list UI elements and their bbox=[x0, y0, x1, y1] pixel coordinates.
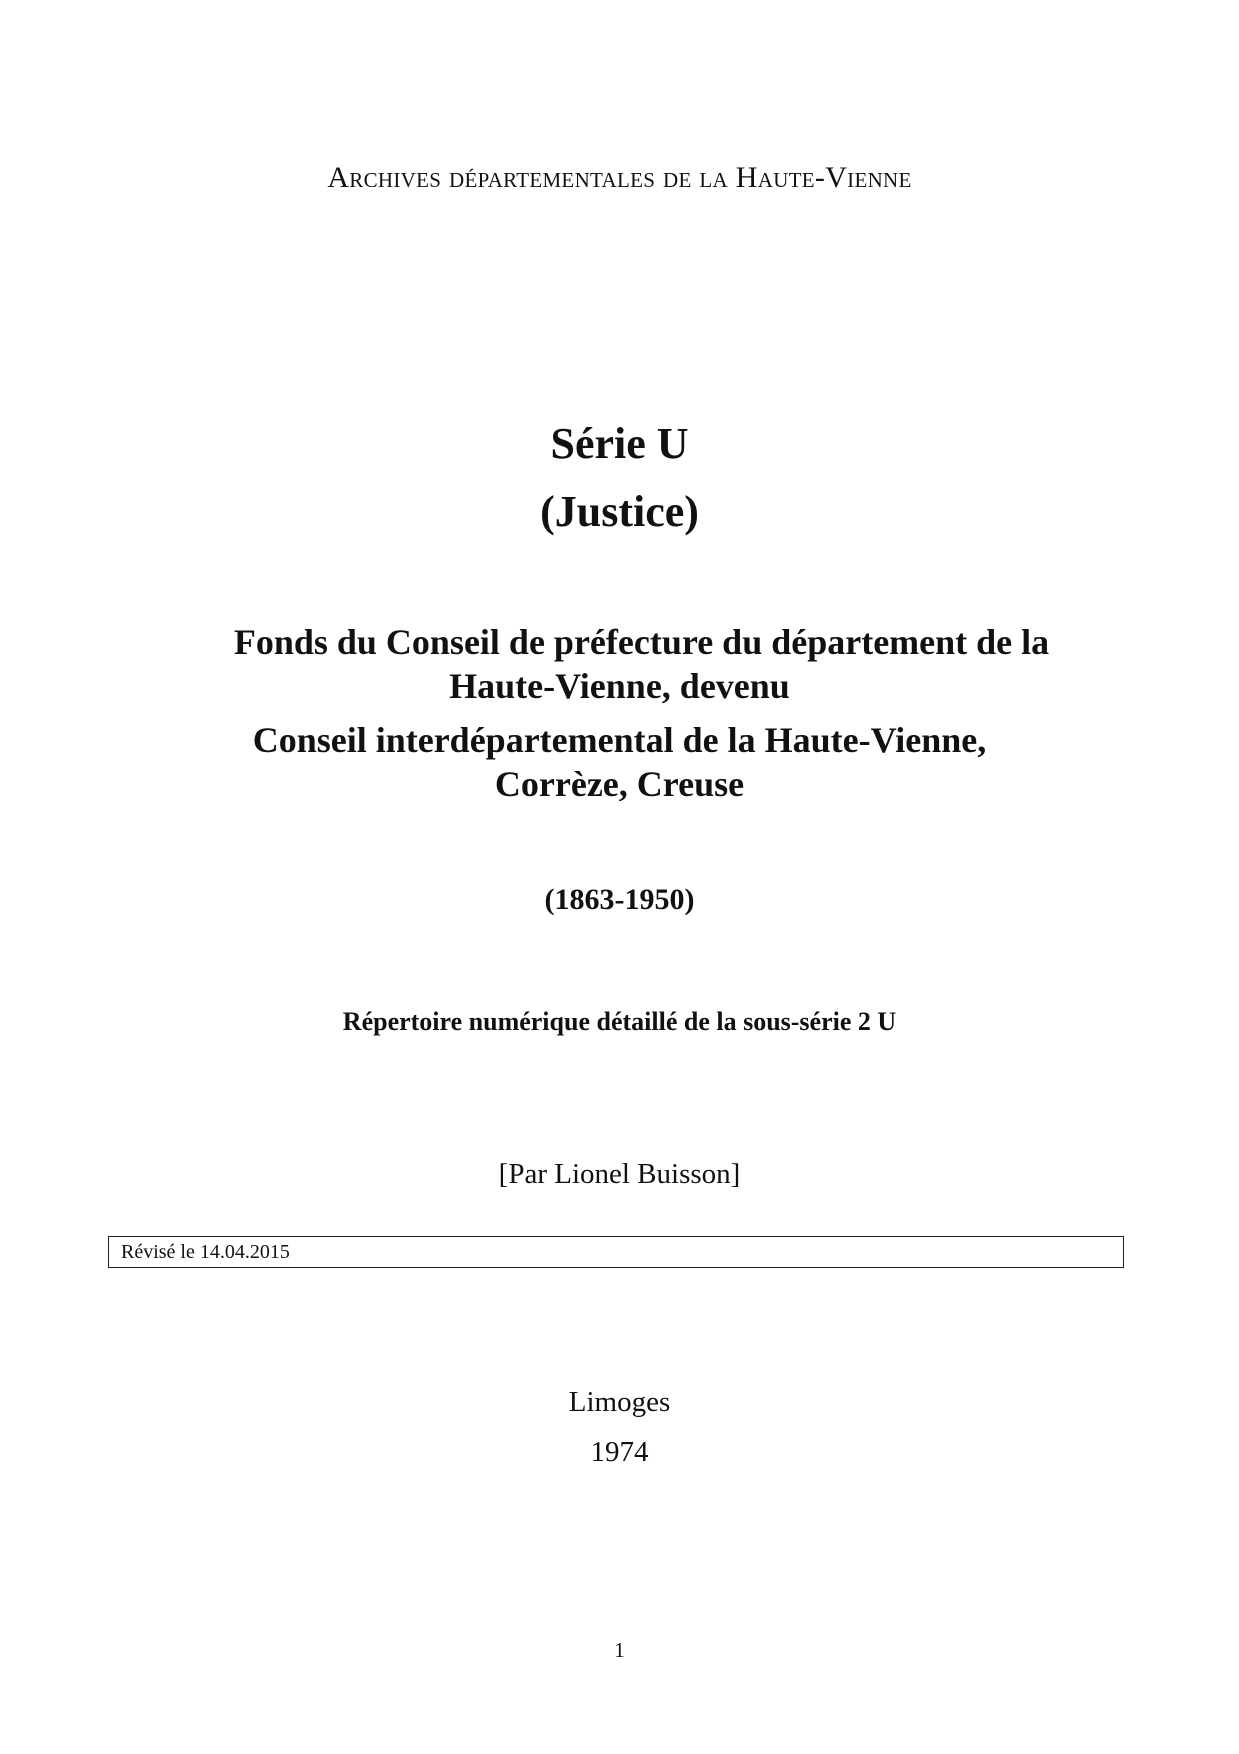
institution-name: Archives départementales de la Haute-Vienne bbox=[327, 161, 912, 194]
author-credit: [Par Lionel Buisson] bbox=[498, 1158, 741, 1190]
fonds-title-line-3: Conseil interdépartemental de la Haute-Vienne, bbox=[252, 720, 987, 760]
imprint-place: Limoges bbox=[568, 1386, 671, 1418]
fonds-title bbox=[0, 620, 1239, 806]
series-title-line-2: (Justice) bbox=[540, 487, 699, 536]
revision-box bbox=[108, 1236, 1124, 1268]
page-number: 1 bbox=[614, 1638, 625, 1662]
revision-date: Révisé le 14.04.2015 bbox=[121, 1241, 290, 1263]
fonds-title-line-2: Haute-Vienne, devenu bbox=[449, 666, 790, 706]
series-title bbox=[0, 410, 1239, 546]
imprint-year: 1974 bbox=[590, 1436, 649, 1468]
repertoire-subtitle: Répertoire numérique détaillé de la sous-série 2 U bbox=[342, 1007, 897, 1036]
fonds-title-line-4: Corrèze, Creuse bbox=[494, 764, 745, 804]
date-range: (1863-1950) bbox=[544, 883, 695, 916]
fonds-title-line-1: Fonds du Conseil de préfecture du département de la bbox=[233, 622, 1050, 662]
institution-header bbox=[0, 160, 1239, 196]
series-title-line-1: Série U bbox=[550, 419, 689, 468]
